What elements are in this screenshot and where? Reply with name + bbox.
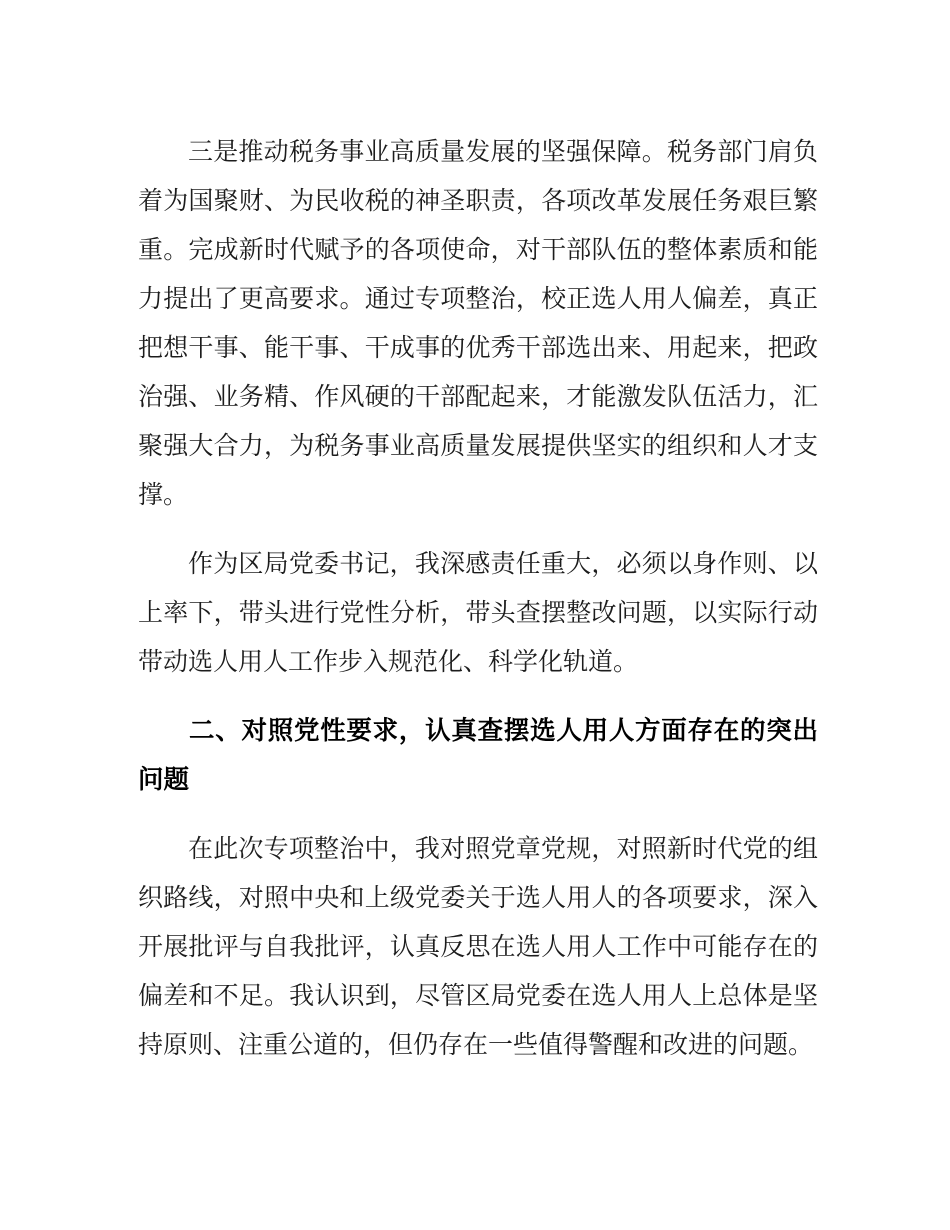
paragraph-tax-development-guarantee: 三是推动税务事业高质量发展的坚强保障。税务部门肩负着为国聚财、为民收税的神圣职责，各项改革发展任务艰巨繁重。完成新时代赋予的各项使命，对干部队伍的整体素质和能力提出了更高要求。通过专项整治，校正选人用人偏差，真正把想干事、能干事、干成事的优秀干部选出来、用起来，把政治强、业务精、作风硬的干部配起来，才能激发队伍活力，汇聚强大合力，为税务事业高质量发展提供坚实的组织和人才支撑。 bbox=[138, 139, 818, 509]
paragraph-party-secretary-responsibility: 作为区局党委书记，我深感责任重大，必须以身作则、以上率下，带头进行党性分析，带头查摆整改问题，以实际行动带动选人用人工作步入规范化、科学化轨道。 bbox=[138, 551, 818, 676]
section-heading-two: 二、对照党性要求，认真查摆选人用人方面存在的突出问题 bbox=[138, 717, 818, 794]
paragraph-self-examination: 在此次专项整治中，我对照党章党规，对照新时代党的组织路线，对照中央和上级党委关于选人用人的各项要求，深入开展批评与自我批评，认真反思在选人用人工作中可能存在的偏差和不足。我认识到，尽管区局党委在选人用人上总体是坚持原则、注重公道的，但仍存在一些值得警醒和改进的问题。 bbox=[138, 836, 818, 1059]
